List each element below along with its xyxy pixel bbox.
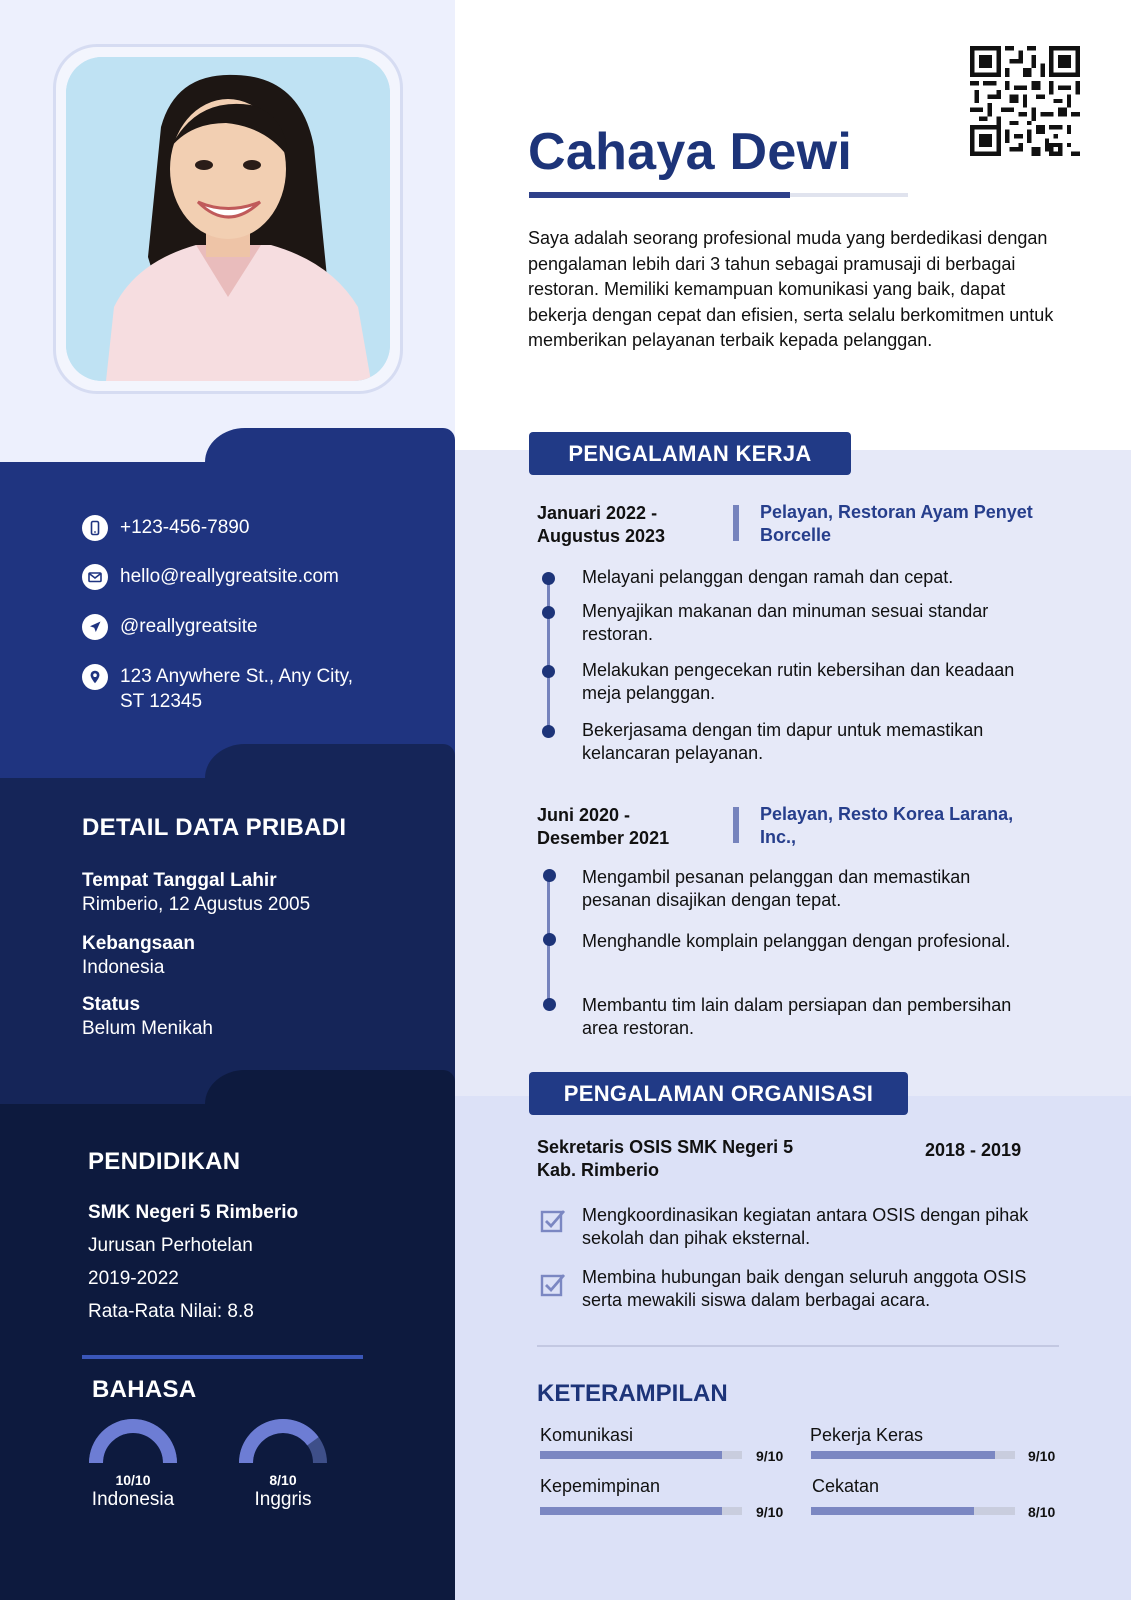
education-years: 2019-2022 xyxy=(88,1268,179,1289)
contact-email xyxy=(82,564,339,590)
status-value: Belum Menikah xyxy=(82,1018,213,1039)
job-1-bullet-dot xyxy=(542,725,555,738)
contact-phone xyxy=(82,515,249,541)
language-score-inggris: 8/10 xyxy=(269,1472,297,1488)
job-1-divider xyxy=(733,505,739,541)
job-1-bullet-dot xyxy=(542,572,555,585)
job-1-title: Pelayan, Restoran Ayam Penyet Borcelle xyxy=(760,502,1033,545)
job-1-date: Januari 2022 - Augustus 2023 xyxy=(537,503,666,546)
organization-years: 2018 - 2019 xyxy=(925,1140,1022,1160)
skill-name-pekerja-keras: Pekerja Keras xyxy=(810,1425,924,1445)
education-grade: Rata-Rata Nilai: 8.8 xyxy=(88,1301,254,1322)
profile-summary: Saya adalah seorang profesional muda yang berdedikasi dengan pengalaman lebih dari 3 tahun sebagai pramusaji di berbagai restoran. Memiliki kemampuan komunikasi yang baik, dapat bekerja dengan cepat dan efisien, serta selalu berkomitmen untuk memberikan pelayanan terbaik kepada pelanggan. xyxy=(528,228,1054,351)
organization-bullet-1: Mengkoordinasikan kegiatan antara OSIS dengan pihak sekolah dan pihak eksternal. xyxy=(582,1205,1029,1248)
nationality-value: Indonesia xyxy=(82,957,165,978)
skill-score-pekerja-keras: 9/10 xyxy=(1028,1448,1056,1464)
job-1-bullet-2: Menyajikan makanan dan minuman sesuai standar restoran. xyxy=(582,601,989,644)
language-gauge-inggris xyxy=(240,1420,326,1466)
organization-heading: PENGALAMAN ORGANISASI xyxy=(529,1072,908,1115)
skill-score-cekatan: 8/10 xyxy=(1028,1504,1056,1520)
skill-bar-cekatan xyxy=(811,1507,1015,1515)
skill-fill-cekatan xyxy=(811,1507,974,1515)
skill-score-kepemimpinan: 9/10 xyxy=(756,1504,784,1520)
skill-bar-komunikasi xyxy=(540,1451,742,1459)
work-experience-heading: PENGALAMAN KERJA xyxy=(529,432,851,475)
skill-score-komunikasi: 9/10 xyxy=(756,1448,784,1464)
send-icon xyxy=(82,614,108,640)
email-icon xyxy=(82,564,108,590)
skill-name-kepemimpinan: Kepemimpinan xyxy=(540,1476,661,1496)
organization-bullet-2: Membina hubungan baik dengan seluruh anggota OSIS serta mewakili siswa dalam berbagai acara. xyxy=(582,1267,1027,1310)
job-1-timeline xyxy=(547,578,550,732)
job-1-bullet-3: Melakukan pengecekan rutin kebersihan dan keadaan meja pelanggan. xyxy=(582,660,1015,703)
education-major: Jurusan Perhotelan xyxy=(88,1235,253,1256)
skill-bar-kepemimpinan xyxy=(540,1507,742,1515)
birth-value: Rimberio, 12 Agustus 2005 xyxy=(82,894,311,915)
organization-title: Sekretaris OSIS SMK Negeri 5 Kab. Rimberio xyxy=(537,1137,794,1180)
status-label: Status xyxy=(82,994,141,1015)
email-text: hello@reallygreatsite.com xyxy=(120,566,339,587)
job-2-bullet-dot xyxy=(543,869,556,882)
location-pin-icon xyxy=(82,664,108,690)
name-underline xyxy=(529,192,790,198)
education-section xyxy=(0,1104,455,1600)
personal-band-tab xyxy=(205,744,455,778)
language-name-indonesia: Indonesia xyxy=(91,1489,175,1510)
birth-label: Tempat Tanggal Lahir xyxy=(82,870,277,891)
job-2-bullet-dot xyxy=(543,998,556,1011)
checkbox-icon xyxy=(540,1272,566,1298)
personal-details-heading: DETAIL DATA PRIBADI xyxy=(82,814,347,841)
checkbox-icon xyxy=(540,1208,566,1234)
language-name-inggris: Inggris xyxy=(254,1489,312,1510)
address-text xyxy=(120,664,353,714)
education-heading: PENDIDIKAN xyxy=(88,1148,241,1175)
job-1-bullet-dot xyxy=(542,606,555,619)
social-text: @reallygreatsite xyxy=(120,616,258,637)
job-2-bullet-3: Membantu tim lain dalam persiapan dan pembersihan area restoran. xyxy=(582,995,1012,1038)
phone-icon xyxy=(82,515,108,541)
skill-name-komunikasi: Komunikasi xyxy=(540,1425,634,1445)
language-heading: BAHASA xyxy=(92,1376,197,1403)
contact-band-tab xyxy=(205,428,455,462)
job-1-bullet-dot xyxy=(542,665,555,678)
skills-divider xyxy=(537,1345,1059,1347)
skill-fill-pekerja-keras xyxy=(811,1451,995,1459)
job-2-bullet-1: Mengambil pesanan pelanggan dan memastikan pesanan disajikan dengan tepat. xyxy=(582,867,971,910)
language-score-indonesia: 10/10 xyxy=(115,1472,151,1488)
address-line-1: 123 Anywhere St., Any City, xyxy=(120,666,354,687)
profile-photo xyxy=(66,57,390,381)
address-line-2: ST 12345 xyxy=(120,691,203,712)
job-2-divider xyxy=(733,807,739,843)
candidate-name: Cahaya Dewi xyxy=(528,123,853,181)
language-gauge-indonesia xyxy=(90,1420,176,1466)
phone-text: +123-456-7890 xyxy=(120,517,250,538)
job-2-bullet-2: Menghandle komplain pelanggan dengan profesional. xyxy=(582,931,1011,951)
skill-bar-pekerja-keras xyxy=(811,1451,1015,1459)
education-band-tab xyxy=(205,1070,455,1104)
contact-address xyxy=(82,664,353,714)
education-school: SMK Negeri 5 Rimberio xyxy=(88,1202,299,1223)
language-divider xyxy=(82,1355,363,1359)
qr-code xyxy=(970,46,1080,156)
skill-fill-komunikasi xyxy=(540,1451,722,1459)
skill-name-cekatan: Cekatan xyxy=(812,1476,880,1496)
job-1-bullet-4: Bekerjasama dengan tim dapur untuk memastikan kelancaran pelayanan. xyxy=(582,720,984,763)
job-2-date: Juni 2020 - Desember 2021 xyxy=(537,805,670,848)
contact-social xyxy=(82,614,258,640)
job-1-bullet-1: Melayani pelanggan dengan ramah dan cepat. xyxy=(582,567,954,587)
job-2-bullet-dot xyxy=(543,933,556,946)
skill-fill-kepemimpinan xyxy=(540,1507,722,1515)
photo-frame xyxy=(53,44,403,394)
nationality-label: Kebangsaan xyxy=(82,933,195,954)
skills-heading: KETERAMPILAN xyxy=(537,1380,728,1407)
job-2-title: Pelayan, Resto Korea Larana, Inc., xyxy=(760,804,1014,847)
